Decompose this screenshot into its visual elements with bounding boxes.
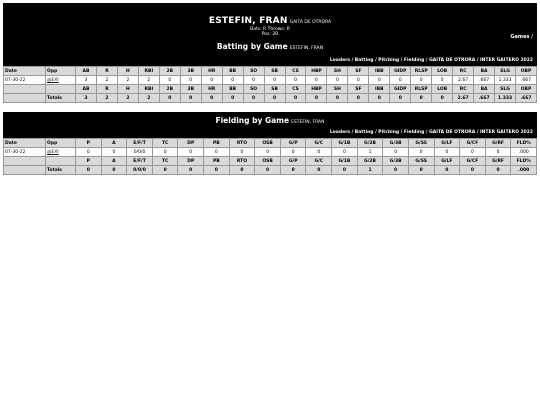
totals-cell: 0 — [101, 166, 127, 175]
table-cell: 0 — [285, 76, 306, 85]
table-cell: 0 — [264, 76, 285, 85]
table-cell: 0 — [411, 76, 432, 85]
table-cell: 0 — [306, 76, 327, 85]
table-cell: 2 — [138, 76, 159, 85]
totals-cell: 0 — [411, 94, 432, 103]
table-cell: 0 — [180, 76, 201, 85]
totals-cell: 0 — [76, 166, 102, 175]
totals-cell: 0 — [264, 94, 285, 103]
totals-cell — [4, 94, 46, 103]
table-cell: 0 — [204, 148, 230, 157]
column-header: OBP — [516, 85, 537, 94]
column-header: PB — [204, 139, 230, 148]
column-header: GIDP — [390, 67, 411, 76]
column-header: G/RF — [485, 139, 511, 148]
fielding-totals-row — [4, 166, 537, 175]
table-cell: 0 — [101, 148, 127, 157]
table-cell: 0 — [243, 76, 264, 85]
column-header: G/3B — [383, 157, 409, 166]
column-header: SO — [243, 67, 264, 76]
table-cell: 0 — [369, 76, 390, 85]
column-header: IBB — [369, 85, 390, 94]
batting-header-row-2 — [4, 85, 537, 94]
totals-cell: 0 — [255, 166, 281, 175]
batting-header-row — [4, 67, 537, 76]
table-cell: 2 — [96, 76, 117, 85]
column-header: RC — [453, 85, 474, 94]
table-cell: 0 — [201, 76, 222, 85]
column-header: DP — [178, 139, 204, 148]
table-cell: 0 — [332, 148, 358, 157]
table-cell: 07-30-22 — [4, 148, 46, 157]
totals-cell: 0 — [332, 166, 358, 175]
table-cell: 0 — [280, 148, 306, 157]
fielding-header-row-2 — [4, 157, 537, 166]
column-header: RC — [453, 67, 474, 76]
table-cell: 0 — [434, 148, 460, 157]
totals-cell: 0 — [285, 94, 306, 103]
table-cell: 0 — [327, 76, 348, 85]
opponent-link[interactable]: @EXI — [47, 149, 59, 155]
column-header: SF — [348, 85, 369, 94]
column-header: LOB — [432, 85, 453, 94]
table-cell: 2 — [117, 76, 138, 85]
table-cell: 0 — [460, 148, 486, 157]
column-header: SB — [264, 85, 285, 94]
column-header: BB — [222, 85, 243, 94]
column-header: H — [117, 85, 138, 94]
position: Pos: 2B — [261, 32, 279, 37]
totals-cell: 0/0/0 — [127, 166, 153, 175]
fielding-table — [3, 138, 537, 175]
column-header: PB — [204, 157, 230, 166]
column-header: SF — [348, 67, 369, 76]
totals-cell: 0 — [180, 94, 201, 103]
totals-cell: 0 — [222, 94, 243, 103]
table-cell: 0 — [159, 76, 180, 85]
column-header: G/3B — [383, 139, 409, 148]
column-header: HR — [201, 85, 222, 94]
table-cell: 0 — [348, 76, 369, 85]
column-header: OSB — [255, 139, 281, 148]
column-header: AB — [76, 67, 97, 76]
column-header: G/1B — [332, 139, 358, 148]
column-header: Opp — [46, 67, 76, 76]
table-cell[interactable] — [46, 148, 76, 157]
table-cell: 2.67 — [453, 76, 474, 85]
fielding-header-row — [4, 139, 537, 148]
batting-nav[interactable]: Leaders / Batting / Pitching / Fielding / GAITA DE OTRORA / INTER GAITERO 2022 — [329, 58, 533, 63]
totals-cell: 0 — [390, 94, 411, 103]
fielding-title — [3, 116, 537, 125]
column-header: G/1B — [332, 157, 358, 166]
column-header: CS — [285, 67, 306, 76]
column-header: BA — [474, 67, 495, 76]
batting-header-panel — [3, 3, 537, 66]
batting-title — [3, 42, 537, 51]
column-header: Date — [4, 139, 46, 148]
column-header: 2B — [159, 85, 180, 94]
totals-cell: 0 — [280, 166, 306, 175]
totals-cell: 0 — [408, 166, 434, 175]
totals-cell: 1 — [357, 166, 383, 175]
column-header: DP — [178, 157, 204, 166]
table-row — [4, 148, 537, 157]
totals-cell: 0 — [306, 166, 332, 175]
totals-cell: Totals — [46, 166, 76, 175]
column-header: HBP — [306, 85, 327, 94]
column-header: LOB — [432, 67, 453, 76]
batting-table — [3, 66, 537, 103]
column-header: RLSP — [411, 85, 432, 94]
column-header: SB — [264, 67, 285, 76]
column-header: CS — [285, 85, 306, 94]
column-header: Date — [4, 67, 46, 76]
column-header: G/CF — [460, 157, 486, 166]
totals-cell: 0 — [383, 166, 409, 175]
totals-cell: 1.333 — [495, 94, 516, 103]
column-header: E/F/T — [127, 157, 153, 166]
batting-title-text: Batting by Game — [216, 42, 288, 51]
column-header: RLSP — [411, 67, 432, 76]
column-header: TC — [152, 139, 178, 148]
table-cell: 0 — [222, 76, 243, 85]
column-header: A — [101, 157, 127, 166]
fielding-title-text: Fielding by Game — [215, 116, 290, 125]
fielding-header-panel — [3, 112, 537, 138]
player-team: GAITA DE OTRORA — [289, 20, 332, 25]
totals-cell: 0 — [369, 94, 390, 103]
totals-cell: 0 — [434, 166, 460, 175]
batting-totals-row — [4, 94, 537, 103]
column-header: FLD% — [511, 157, 537, 166]
column-header — [46, 85, 76, 94]
totals-cell: 3 — [76, 94, 97, 103]
table-cell: 0/0/0 — [127, 148, 153, 157]
column-header: 3B — [180, 67, 201, 76]
totals-cell: 0 — [327, 94, 348, 103]
column-header: R — [96, 85, 117, 94]
column-header: IBB — [369, 67, 390, 76]
totals-cell — [4, 166, 46, 175]
column-header: 3B — [180, 85, 201, 94]
fielding-nav[interactable]: Leaders / Batting / Pitching / Fielding / GAITA DE OTRORA / INTER GAITERO 2022 — [329, 130, 533, 135]
table-cell: .667 — [474, 76, 495, 85]
totals-cell: Totals — [46, 94, 76, 103]
column-header: P — [76, 157, 102, 166]
column-header: HBP — [306, 67, 327, 76]
table-cell: 0 — [178, 148, 204, 157]
column-header: G/CF — [460, 139, 486, 148]
column-header: RTO — [229, 139, 255, 148]
totals-cell: 0 — [306, 94, 327, 103]
player-heading — [3, 8, 537, 37]
column-header: SO — [243, 85, 264, 94]
fielding-title-player: ESTEFIN, FRAN — [291, 120, 325, 125]
table-cell: 0 — [390, 76, 411, 85]
column-header: FLD% — [511, 139, 537, 148]
column-header: G/P — [280, 157, 306, 166]
table-cell[interactable] — [46, 76, 76, 85]
column-header: E/F/T — [127, 139, 153, 148]
column-header: G/P — [280, 139, 306, 148]
totals-cell: .667 — [516, 94, 537, 103]
column-header: SH — [327, 85, 348, 94]
column-header: G/C — [306, 139, 332, 148]
table-cell: 0 — [152, 148, 178, 157]
column-header — [46, 157, 76, 166]
column-header: BA — [474, 85, 495, 94]
table-cell: 0 — [76, 148, 102, 157]
column-header: P — [76, 139, 102, 148]
column-header — [4, 157, 46, 166]
column-header: RTO — [229, 157, 255, 166]
bats-throws: Bats: R Throws: R — [250, 27, 290, 32]
totals-cell: 0 — [348, 94, 369, 103]
table-cell: 1.333 — [495, 76, 516, 85]
table-cell: 3 — [76, 76, 97, 85]
totals-cell: 0 — [159, 94, 180, 103]
column-header: G/RF — [485, 157, 511, 166]
table-cell: 0 — [306, 148, 332, 157]
column-header: G/2B — [357, 157, 383, 166]
table-cell: 0 — [408, 148, 434, 157]
totals-cell: 0 — [243, 94, 264, 103]
table-row — [4, 76, 537, 85]
table-cell: 07-30-22 — [4, 76, 46, 85]
totals-cell: 0 — [485, 166, 511, 175]
column-header: RBI — [138, 85, 159, 94]
column-header: A — [101, 139, 127, 148]
column-header: OBP — [516, 67, 537, 76]
opponent-link[interactable]: @EXI — [47, 77, 59, 83]
totals-cell: .000 — [511, 166, 537, 175]
table-cell: 0 — [229, 148, 255, 157]
column-header: AB — [76, 85, 97, 94]
column-header — [4, 85, 46, 94]
table-cell: 0 — [432, 76, 453, 85]
player-name: ESTEFIN, FRAN — [208, 16, 288, 26]
column-header: OSB — [255, 157, 281, 166]
totals-cell: 2 — [117, 94, 138, 103]
column-header: G/LF — [434, 157, 460, 166]
column-header: GIDP — [390, 85, 411, 94]
column-header: RBI — [138, 67, 159, 76]
totals-cell: 2.67 — [453, 94, 474, 103]
totals-cell: 0 — [152, 166, 178, 175]
totals-cell: 0 — [460, 166, 486, 175]
column-header: 2B — [159, 67, 180, 76]
column-header: G/C — [306, 157, 332, 166]
totals-cell: 0 — [229, 166, 255, 175]
games-link[interactable]: Games / — [510, 34, 533, 40]
column-header: TC — [152, 157, 178, 166]
table-cell: .667 — [516, 76, 537, 85]
table-cell: 0 — [383, 148, 409, 157]
column-header: BB — [222, 67, 243, 76]
totals-cell: 2 — [138, 94, 159, 103]
table-cell: 0 — [485, 148, 511, 157]
totals-cell: 0 — [201, 94, 222, 103]
totals-cell: 0 — [178, 166, 204, 175]
column-header: HR — [201, 67, 222, 76]
column-header: R — [96, 67, 117, 76]
column-header: H — [117, 67, 138, 76]
totals-cell: 2 — [96, 94, 117, 103]
table-cell: 1 — [357, 148, 383, 157]
totals-cell: .667 — [474, 94, 495, 103]
column-header: G/2B — [357, 139, 383, 148]
column-header: G/SS — [408, 157, 434, 166]
column-header: G/SS — [408, 139, 434, 148]
totals-cell: 0 — [432, 94, 453, 103]
batting-title-player: ESTEFIN, FRAN — [289, 46, 324, 51]
column-header: Opp — [46, 139, 76, 148]
column-header: SLG — [495, 85, 516, 94]
column-header: SLG — [495, 67, 516, 76]
column-header: G/LF — [434, 139, 460, 148]
table-cell: 0 — [255, 148, 281, 157]
table-cell: .000 — [511, 148, 537, 157]
totals-cell: 0 — [204, 166, 230, 175]
column-header: SH — [327, 67, 348, 76]
